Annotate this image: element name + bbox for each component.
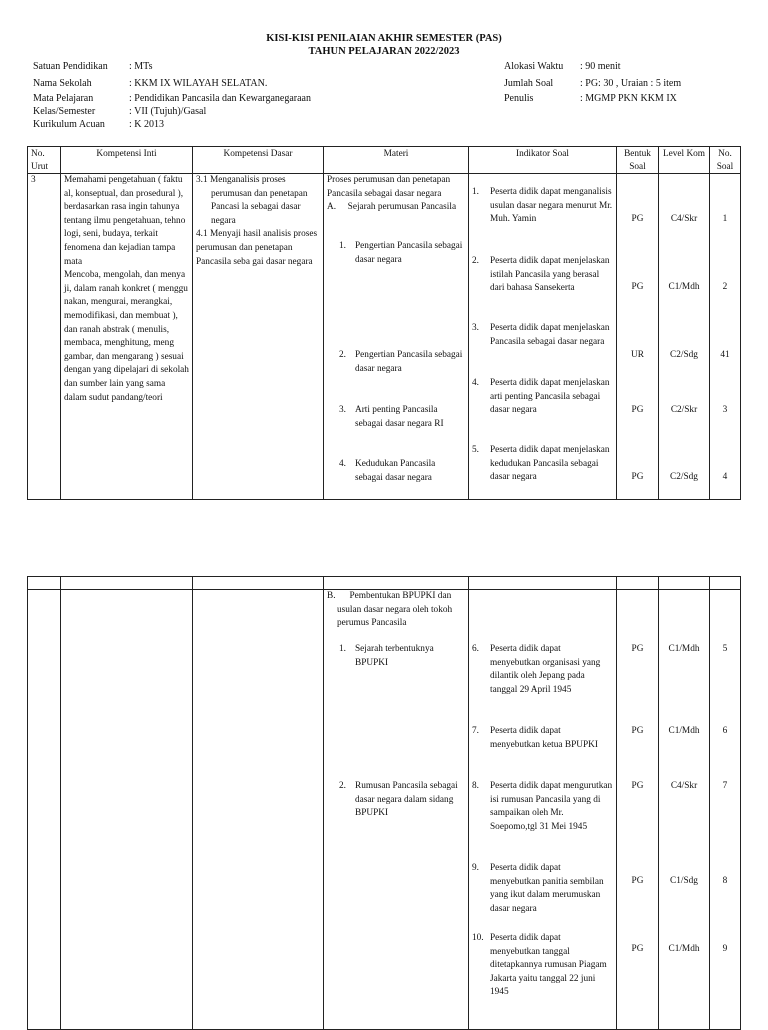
level-value: C1/Mdh <box>668 644 700 654</box>
col-header-level-kom: Level Kom <box>659 147 710 174</box>
materi-section-a: A. Sejarah perumusan Pancasila <box>327 202 457 213</box>
materi-item: 3. Arti penting Pancasila sebagai dasar negara RI <box>339 405 444 429</box>
kisi-kisi-table-page2 <box>27 576 741 1030</box>
no-soal-value: 2 <box>722 282 728 292</box>
materi-cell <box>324 174 469 500</box>
no-soal-value: 1 <box>722 214 728 224</box>
indikator-cell <box>469 174 617 500</box>
bentuk-soal-cell <box>617 590 659 1030</box>
info-value: : MTs <box>129 61 153 72</box>
bentuk-value: PG <box>631 726 644 736</box>
no-urut-cell <box>28 590 61 1030</box>
bentuk-value: PG <box>631 876 644 886</box>
bentuk-value: PG <box>631 944 644 954</box>
info-label: Nama Sekolah <box>33 78 92 89</box>
no-soal-value: 41 <box>720 350 730 360</box>
info-value: : KKM IX WILAYAH SELATAN. <box>129 78 268 89</box>
indikator-item: 8. Peserta didik dapat mengurutkan isi rumusan Pancasila yang di sampaikan oleh Mr. Soepomo,tgl 31 Mei 1945 <box>472 781 613 832</box>
level-kom-cell <box>659 174 710 500</box>
bentuk-value: UR <box>631 350 644 360</box>
kisi-kisi-table-page1 <box>27 146 741 500</box>
materi-cell <box>324 590 469 1030</box>
info-value: : 90 menit <box>580 61 621 72</box>
table-row <box>28 174 741 500</box>
no-soal-value: 8 <box>722 876 728 886</box>
bentuk-value: PG <box>631 644 644 654</box>
bentuk-value: PG <box>631 282 644 292</box>
indikator-item: 2. Peserta didik dapat menjelaskan istilah Pancasila yang berasal dari bahasa Sansekerta <box>472 256 610 294</box>
indikator-item: 10. Peserta didik dapat menyebutkan tanggal ditetapkannya rumusan Piagam Jakarta yaitu tanggal 22 juni 1945 <box>472 933 607 998</box>
no-soal-value: 7 <box>722 781 728 791</box>
materi-item: 4. Kedudukan Pancasila sebagai dasar negara <box>339 459 436 483</box>
indikator-item: 6. Peserta didik dapat menyebutkan organisasi yang dilantik oleh Jepang pada tanggal 29 April 1945 <box>472 644 601 695</box>
info-label: Kurikulum Acuan <box>33 119 105 130</box>
info-value: : VII (Tujuh)/Gasal <box>129 106 207 117</box>
no-soal-value: 6 <box>722 726 728 736</box>
kompetensi-inti-cell: Memahami pengetahuan ( faktu al, konseptual, dan prosedural ), berdasarkan rasa ingin tahunya tentang ilmu pengetahuan, tehno logi, seni, budaya, terkait fenomena dan kejadian tampa mata Mencoba, mengolah, dan menya ji, dalam ranah konkret ( menggu nakan, mengurai, merangkai, memodifikasi, dan membuat ), dan ranah abstrak ( menulis, membaca, menghitung, meng gambar, dan mengarang ) sesuai dengan yang dipelajari di sekolah dan sumber lain yang sama dalam sudut pandang/teori <box>61 174 193 500</box>
no-soal-cell <box>710 174 741 500</box>
info-label: Satuan Pendidikan <box>33 61 108 72</box>
table-row <box>28 590 741 1030</box>
info-label: Alokasi Waktu <box>504 61 564 72</box>
kd-3-1: 3.1 Menganalisis proses perumusan dan penetapan Pancasi la sebagai dasar negara <box>196 175 308 226</box>
col-header-kompetensi-inti: Kompetensi Inti <box>61 147 193 174</box>
no-soal-value: 3 <box>722 405 728 415</box>
indikator-item: 4. Peserta didik dapat menjelaskan arti penting Pancasila sebagai dasar negara <box>472 378 610 416</box>
level-value: C4/Skr <box>670 214 698 224</box>
no-soal-cell <box>710 590 741 1030</box>
col-header-indikator: Indikator Soal <box>469 147 617 174</box>
bentuk-value: PG <box>631 405 644 415</box>
level-value: C4/Skr <box>670 781 698 791</box>
bentuk-value: PG <box>631 472 644 482</box>
materi-section-b: B. Pembentukan BPUPKI dan usulan dasar negara oleh tokoh perumus Pancasila <box>327 591 453 629</box>
materi-heading: Proses perumusan dan penetapan Pancasila sebagai dasar negara <box>327 175 451 199</box>
no-soal-value: 9 <box>722 944 728 954</box>
no-urut-cell: 3 <box>28 174 61 500</box>
indikator-item: 3. Peserta didik dapat menjelaskan Pancasila sebagai dasar negara <box>472 323 610 347</box>
level-value: C2/Sdg <box>670 350 698 360</box>
indikator-item: 7. Peserta didik dapat menyebutkan ketua BPUPKI <box>472 726 598 750</box>
indikator-item: 1. Peserta didik dapat menganalisis usulan dasar negara menurut Mr. Muh. Yamin <box>472 187 613 225</box>
kompetensi-dasar-cell <box>193 590 324 1030</box>
col-header-kompetensi-dasar: Kompetensi Dasar <box>193 147 324 174</box>
col-header-no-soal: No. Soal <box>710 147 741 174</box>
info-value: : PG: 30 , Uraian : 5 item <box>580 78 682 89</box>
no-soal-value: 5 <box>722 644 728 654</box>
kompetensi-dasar-cell <box>193 174 324 500</box>
level-value: C1/Mdh <box>668 944 700 954</box>
col-header-no-urut: No. Urut <box>28 147 61 174</box>
info-value: : MGMP PKN KKM IX <box>580 93 677 104</box>
info-value: : K 2013 <box>129 119 164 130</box>
document-subtitle: TAHUN PELAJARAN 2022/2023 <box>308 46 460 57</box>
info-label: Mata Pelajaran <box>33 93 94 104</box>
level-value: C1/Mdh <box>668 282 700 292</box>
bentuk-soal-cell <box>617 174 659 500</box>
level-value: C2/Skr <box>670 405 698 415</box>
level-kom-cell <box>659 590 710 1030</box>
level-value: C1/Sdg <box>670 876 698 886</box>
materi-item: 1. Pengertian Pancasila sebagai dasar negara <box>339 241 463 265</box>
table-header-row <box>28 147 741 174</box>
info-label: Jumlah Soal <box>504 78 554 89</box>
info-value: : Pendidikan Pancasila dan Kewarganegaraan <box>129 93 311 104</box>
indikator-item: 9. Peserta didik dapat menyebutkan panitia sembilan yang ikut dalam merumuskan dasar negara <box>472 863 604 914</box>
col-header-bentuk-soal: Bentuk Soal <box>617 147 659 174</box>
no-soal-value: 4 <box>722 472 728 482</box>
col-header-materi: Materi <box>324 147 469 174</box>
empty-header-row <box>28 577 741 590</box>
bentuk-value: PG <box>631 214 644 224</box>
kd-4-1: 4.1 Menyaji hasil analisis proses perumusan dan penetapan Pancasila seba gai dasar negara <box>196 229 318 267</box>
materi-item: 1. Sejarah terbentuknya BPUPKI <box>339 644 434 668</box>
indikator-item: 5. Peserta didik dapat menjelaskan kedudukan Pancasila sebagai dasar negara <box>472 445 610 483</box>
level-value: C1/Mdh <box>668 726 700 736</box>
kompetensi-inti-cell <box>61 590 193 1030</box>
info-label: Kelas/Semester <box>33 106 96 117</box>
materi-item: 2. Rumusan Pancasila sebagai dasar negara dalam sidang BPUPKI <box>339 781 458 819</box>
indikator-cell <box>469 590 617 1030</box>
materi-item: 2. Pengertian Pancasila sebagai dasar negara <box>339 350 463 374</box>
info-label: Penulis <box>504 93 534 104</box>
bentuk-value: PG <box>631 781 644 791</box>
level-value: C2/Sdg <box>670 472 698 482</box>
document-title: KISI-KISI PENILAIAN AKHIR SEMESTER (PAS) <box>266 33 502 44</box>
